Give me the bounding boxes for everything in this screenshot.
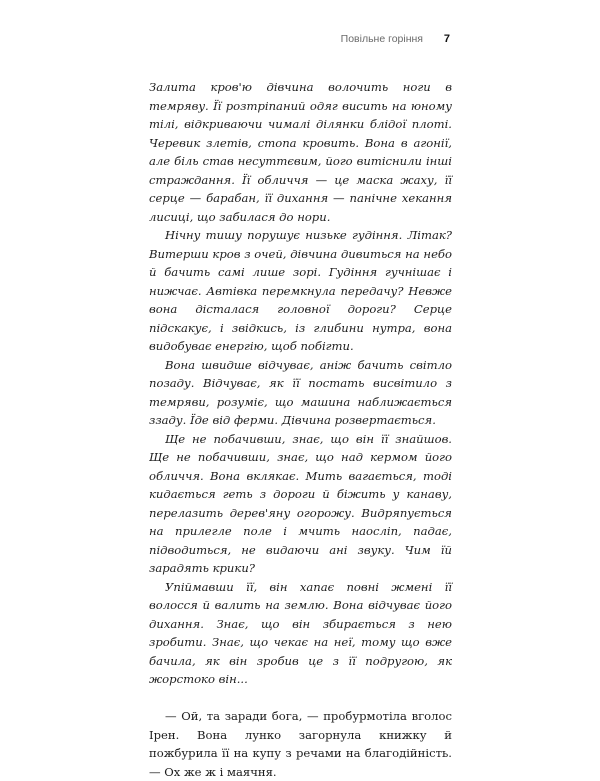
italic-excerpt xyxy=(149,78,452,689)
paragraph: Залита кров'ю дівчина волочить ноги в темряву. Її розтріпаний одяг висить на юному тілі, відкриваючи чималі ділянки блідої плоті. Черевик злетів, стопа кровить. Вона в агонії, але біль став несуттєвим, його витіснили інші страждання. Її обличчя — це маска жаху, її серце — барабан, її дихання — панічне хекання лисиці, що забилася до нори. xyxy=(149,80,452,224)
page-number: 7 xyxy=(443,33,450,45)
paragraph: Упіймавши її, він хапає повні жмені її волосся й валить на землю. Вона відчуває його дихання. Знає, що він збирається з нею зробити. Знає, що чекає на неї, тому що вже бачила, як він зробив це з її подругою, як жорстоко він... xyxy=(149,579,452,686)
paragraph: Вона швидше відчуває, аніж бачить світло позаду. Відчуває, як її постать висвітило з темряви, розуміє, що машина наближається ззаду. Їде від ферми. Дівчина розвертається. xyxy=(149,357,452,427)
paragraph: — Ой, та заради бога, — пробурмотіла вголос Ірен. Вона лунко загорнула книжку й пожбурила її на купу з речами на благодійність. — Ох же ж і маячня. xyxy=(149,709,452,779)
paragraph: Ще не побачивши, знає, що він її знайшов. Ще не побачивши, знає, що над кермом його обличчя. Вона вклякає. Мить вагається, тоді кидається геть з дороги й біжить у канаву, перелазить дерев'яну огорожу. Видряпується на прилегле поле і мчить наосліп, падає, підводиться, не видаючи ані звуку. Чим їй зарадять крики? xyxy=(149,431,452,575)
body-text xyxy=(149,78,452,781)
running-title: Повільне горіння xyxy=(340,33,423,45)
dialogue-section xyxy=(149,707,452,781)
page-header xyxy=(150,33,450,49)
paragraph: Нічну тишу порушує низьке гудіння. Літак? Витерши кров з очей, дівчина дивиться на небо й бачить самі лише зорі. Гудіння гучнішає і нижчає. Автівка перемкнула передачу? Невже вона дісталася головної дороги? Серце підскакує, і звідкись, із глибини нутра, вона видобуває енергію, щоб побігти. xyxy=(149,228,452,353)
